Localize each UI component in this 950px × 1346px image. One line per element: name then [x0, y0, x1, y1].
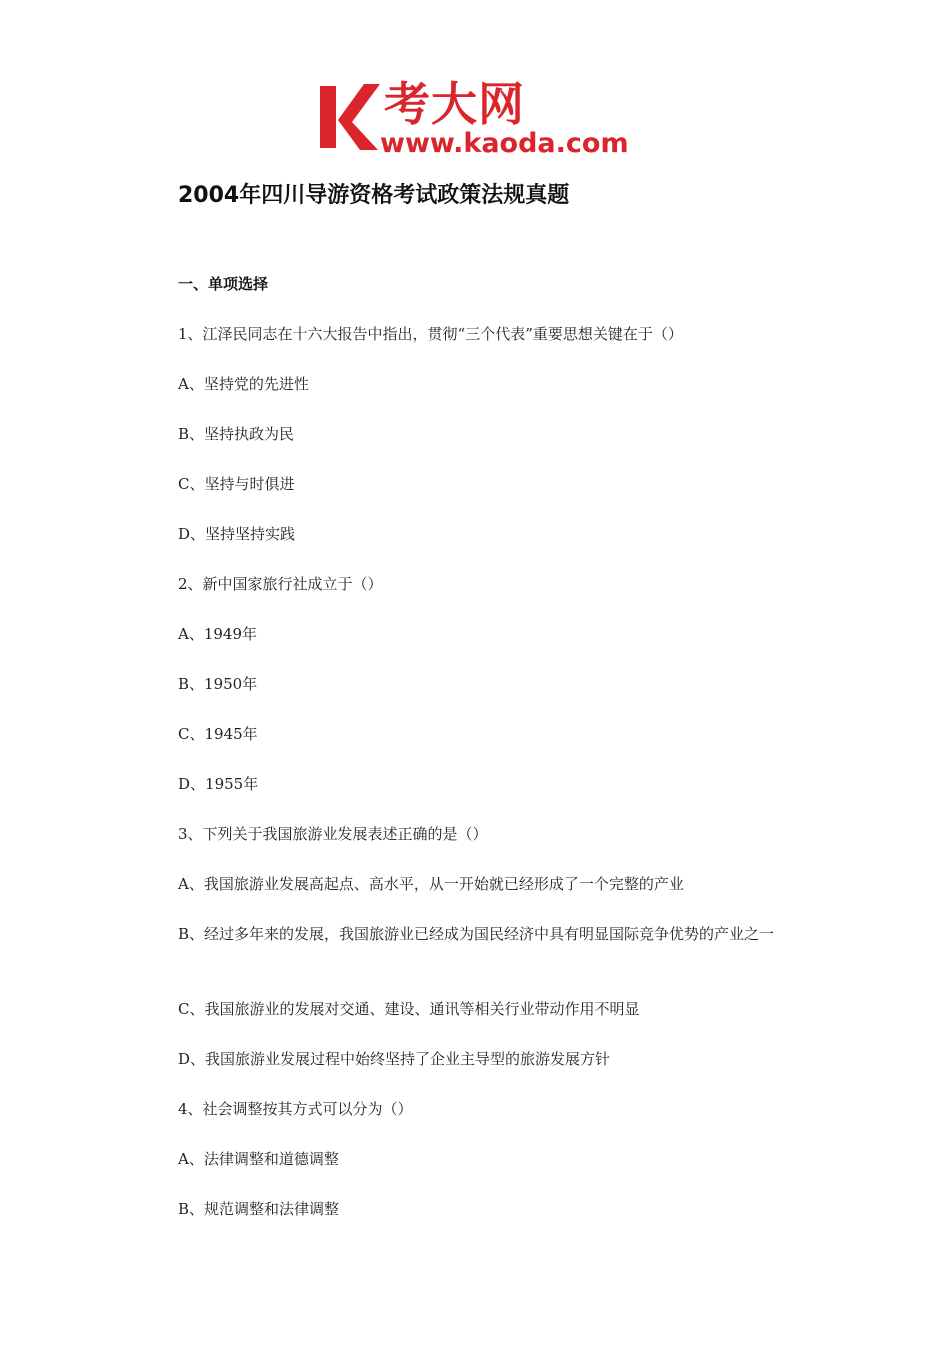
question-3: 3、下列关于我国旅游业发展表述正确的是（） — [178, 825, 488, 843]
option-line: B、经过多年来的发展，我国旅游业已经成为国民经济中具有明显国际竞争优势的产业之一 — [178, 925, 775, 943]
page-title: 2004年四川导游资格考试政策法规真题 — [178, 183, 570, 208]
option-line: C、坚持与时俱进 — [178, 475, 295, 493]
option-line: D、我国旅游业发展过程中始终坚持了企业主导型的旅游发展方针 — [178, 1050, 611, 1068]
kaoda-logo — [318, 78, 638, 160]
option-line: C、1945年 — [178, 725, 258, 743]
question-2: 2、新中国家旅行社成立于（） — [178, 575, 383, 593]
option-line: A、我国旅游业发展高起点、高水平，从一开始就已经形成了一个完整的产业 — [178, 875, 684, 893]
question-1: 1、江泽民同志在十六大报告中指出，贯彻“三个代表”重要思想关键在于（） — [178, 325, 683, 343]
option-line: B、规范调整和法律调整 — [178, 1200, 340, 1218]
kaoda-k-logo-icon — [318, 82, 380, 152]
option-line: C、我国旅游业的发展对交通、建设、通讯等相关行业带动作用不明显 — [178, 1000, 640, 1018]
option-line: B、1950年 — [178, 675, 258, 693]
logo-brand-text: 考大网 — [384, 77, 525, 131]
option-line: A、法律调整和道德调整 — [178, 1150, 339, 1168]
option-line: A、坚持党的先进性 — [178, 375, 309, 393]
option-line: B、坚持执政为民 — [178, 425, 295, 443]
section-heading: 一、单项选择 — [178, 275, 269, 293]
question-4: 4、社会调整按其方式可以分为（） — [178, 1100, 413, 1118]
option-line: A、1949年 — [178, 625, 258, 643]
option-line: D、坚持坚持实践 — [178, 525, 296, 543]
logo-url-text: www.kaoda.com — [380, 128, 629, 159]
option-line: D、1955年 — [178, 775, 259, 793]
